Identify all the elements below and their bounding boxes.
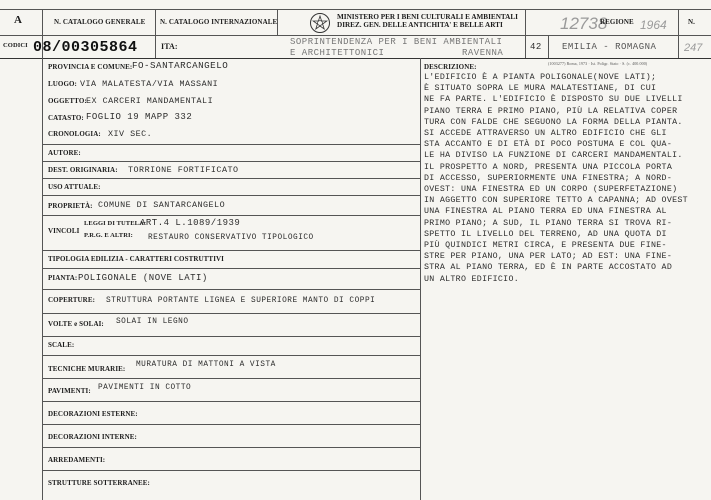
- row-rule: [42, 161, 420, 162]
- cronologia-label: CRONOLOGIA:: [48, 130, 101, 138]
- ministry-heading: [337, 13, 518, 30]
- scale-label: SCALE:: [48, 341, 75, 349]
- cronologia-value: XIV SEC.: [108, 129, 153, 139]
- description-line: NE FA PARTE. L'EDIFICIO È DISPOSTO SU DUE LIVELLI: [424, 95, 683, 105]
- row-rule: [42, 336, 420, 337]
- catalogo-internazionale-label: N. CATALOGO INTERNAZIONALE: [160, 18, 278, 26]
- coperture-value: STRUTTURA PORTANTE LIGNEA E SUPERIORE MANTO DI COPPI: [106, 297, 376, 305]
- row-rule: [42, 470, 420, 471]
- proprieta-label: PROPRIETÀ:: [48, 202, 93, 210]
- prg-label: P.R.G. E ALTRI:: [84, 232, 133, 239]
- description-line: IN AGGETTO CON SUPERIORE TETTO A CAPANNA; AD OVEST: [424, 196, 688, 206]
- handwritten-year: 1964: [640, 18, 667, 32]
- catasto-value: FOGLIO 19 MAPP 332: [86, 112, 193, 122]
- header-divider: [155, 9, 156, 58]
- oggetto-label: OGGETTO:: [48, 97, 87, 105]
- description-line: IL PROSPETTO A NORD, PRESENTA UNA PICCOLA PORTA: [424, 162, 673, 172]
- autore-label: AUTORE:: [48, 149, 81, 157]
- dest-originaria-value: TORRIONE FORTIFICATO: [128, 165, 239, 175]
- prg-value: RESTAURO CONSERVATIVO TIPOLOGICO: [148, 234, 314, 242]
- tipologia-heading: TIPOLOGIA EDILIZIA - CARATTERI COSTRUTTIVI: [48, 255, 225, 263]
- section-letter: A: [14, 14, 23, 26]
- row-rule: [42, 424, 420, 425]
- header-top-rule: [0, 9, 711, 10]
- row-rule: [42, 401, 420, 402]
- ita-label: ITA:: [161, 42, 178, 51]
- pianta-value: POLIGONALE (NOVE LATI): [78, 273, 208, 283]
- left-margin-rule: [42, 58, 43, 500]
- tecniche-murarie-label: TECNICHE MURARIE:: [48, 365, 126, 373]
- handwritten-n: 247: [684, 42, 703, 54]
- description-line: UNA FINESTRA AL PIANO TERRA ED UNA FINESTRA AL: [424, 207, 667, 217]
- description-line: TURA CON FALDE CHE SEGUONO LA FORMA DELLA PIANTA.: [424, 117, 683, 127]
- dest-originaria-label: DEST. ORIGINARIA:: [48, 166, 118, 174]
- uso-attuale-label: USO ATTUALE:: [48, 183, 101, 191]
- catasto-label: CATASTO:: [48, 114, 84, 122]
- tecniche-murarie-value: MURATURA DI MATTONI A VISTA: [136, 361, 276, 369]
- row-rule: [42, 268, 420, 269]
- header-divider: [548, 35, 549, 58]
- description-line: PIÙ QUINDICI METRI CIRCA, E PRESENTA DUE FINE-: [424, 241, 667, 251]
- codici-label: CODICI: [3, 42, 28, 49]
- header-bottom-rule: [0, 58, 711, 59]
- row-rule: [42, 355, 420, 356]
- row-rule: [42, 215, 420, 216]
- header-divider: [525, 9, 526, 58]
- volte-solai-label: VOLTE e SOLAI:: [48, 320, 104, 328]
- decorazioni-esterne-label: DECORAZIONI ESTERNE:: [48, 410, 138, 418]
- arredamenti-label: ARREDAMENTI:: [48, 456, 106, 464]
- row-rule: [42, 250, 420, 251]
- description-line: STRA AL PIANO TERRA, ED È IN PARTE ACCOSTATO AD: [424, 263, 673, 273]
- description-line: PIANO TERRA E PRIMO PIANO, PIÙ LA RELATIVA COPER: [424, 106, 678, 116]
- description-text: [424, 72, 708, 285]
- row-rule: [42, 289, 420, 290]
- description-line: STRE PER PIANO, UNA PER LATO; AD EST: UNA FINE-: [424, 252, 673, 262]
- header-divider: [678, 9, 679, 58]
- codici-value: 08/00305864: [33, 39, 138, 56]
- pianta-label: PIANTA:: [48, 274, 78, 282]
- handwritten-number: 12738: [560, 14, 608, 33]
- print-note: (1003277) Roma, 1973 · Ist. Poligr. Stato · S. (c. 400.000): [548, 61, 648, 66]
- description-line: È SITUATO SOPRA LE MURA MALATESTIANE, DI CUI: [424, 84, 657, 94]
- row-rule: [42, 313, 420, 314]
- description-line: OVEST: UNA FINESTRA ED UN CORPO (SUPERFETAZIONE): [424, 185, 678, 195]
- column-divider: [420, 58, 421, 500]
- header-mid-rule: [0, 35, 711, 36]
- pavimenti-value: PAVIMENTI IN COTTO: [98, 384, 192, 392]
- region-name: EMILIA - ROMAGNA: [562, 42, 657, 52]
- descrizione-label: DESCRIZIONE:: [424, 63, 477, 71]
- row-rule: [42, 144, 420, 145]
- volte-solai-value: SOLAI IN LEGNO: [116, 318, 189, 326]
- regione-label: REGIONE: [600, 18, 634, 26]
- pavimenti-label: PAVIMENTI:: [48, 387, 91, 395]
- n-label: N.: [688, 18, 696, 26]
- description-line: UN ALTRO EDIFICIO.: [424, 274, 520, 284]
- description-line: SPETTO IL LIVELLO DEL TERRENO, AD UNA QUOTA DI: [424, 229, 667, 239]
- catalogo-generale-label: N. CATALOGO GENERALE: [54, 18, 146, 26]
- leggi-tutela-label: LEGGI DI TUTELA:: [84, 220, 147, 227]
- soprintendenza-city: RAVENNA: [462, 48, 504, 58]
- proprieta-value: COMUNE DI SANTARCANGELO: [98, 200, 226, 210]
- description-line: DI ACCESSO, SUPERIORMENTE UNA FINESTRA; A NORD-: [424, 173, 673, 183]
- ministry-line-1: MINISTERO PER I BENI CULTURALI E AMBIENTALI: [337, 13, 518, 21]
- row-rule: [42, 447, 420, 448]
- coperture-label: COPERTURE:: [48, 296, 96, 304]
- vincoli-label: VINCOLI: [48, 227, 80, 235]
- description-line: SI ACCEDE ATTRAVERSO UN ALTRO EDIFICIO CHE GLI: [424, 129, 667, 139]
- row-rule: [42, 378, 420, 379]
- description-line: PRIMO PIANO; A SUD, IL PIANO TERRA SI TROVA RI-: [424, 218, 673, 228]
- republic-emblem-icon: [309, 12, 331, 34]
- description-line: L'EDIFICIO È A PIANTA POLIGONALE(NOVE LATI);: [424, 73, 657, 82]
- description-line: STA ACCANTO E DI ETÀ DI POCO POSTUMA E COL QUA-: [424, 140, 673, 150]
- provincia-label: PROVINCIA E COMUNE:: [48, 63, 133, 71]
- row-rule: [42, 178, 420, 179]
- oggetto-value: EX CARCERI MANDAMENTALI: [86, 96, 214, 106]
- provincia-value: FO-SANTARCANGELO: [132, 60, 229, 71]
- luogo-label: LUOGO:: [48, 80, 77, 88]
- description-line: LE HA DIVISO LA FUNZIONE DI CARCERI MANDAMENTALI.: [424, 151, 683, 161]
- luogo-value: VIA MALATESTA/VIA MASSANI: [80, 79, 219, 89]
- region-code: 42: [530, 42, 542, 52]
- strutture-sotterranee-label: STRUTTURE SOTTERRANEE:: [48, 479, 150, 487]
- ministry-line-2: DIREZ. GEN. DELLE ANTICHITA' E BELLE ARTI: [337, 21, 503, 30]
- soprintendenza-line-2: E ARCHITETTONICI: [290, 48, 385, 58]
- leggi-tutela-value: ART.4 L.1089/1939: [140, 218, 241, 228]
- decorazioni-interne-label: DECORAZIONI INTERNE:: [48, 433, 137, 441]
- soprintendenza-line-1: SOPRINTENDENZA PER I BENI AMBIENTALI: [290, 37, 503, 47]
- row-rule: [42, 195, 420, 196]
